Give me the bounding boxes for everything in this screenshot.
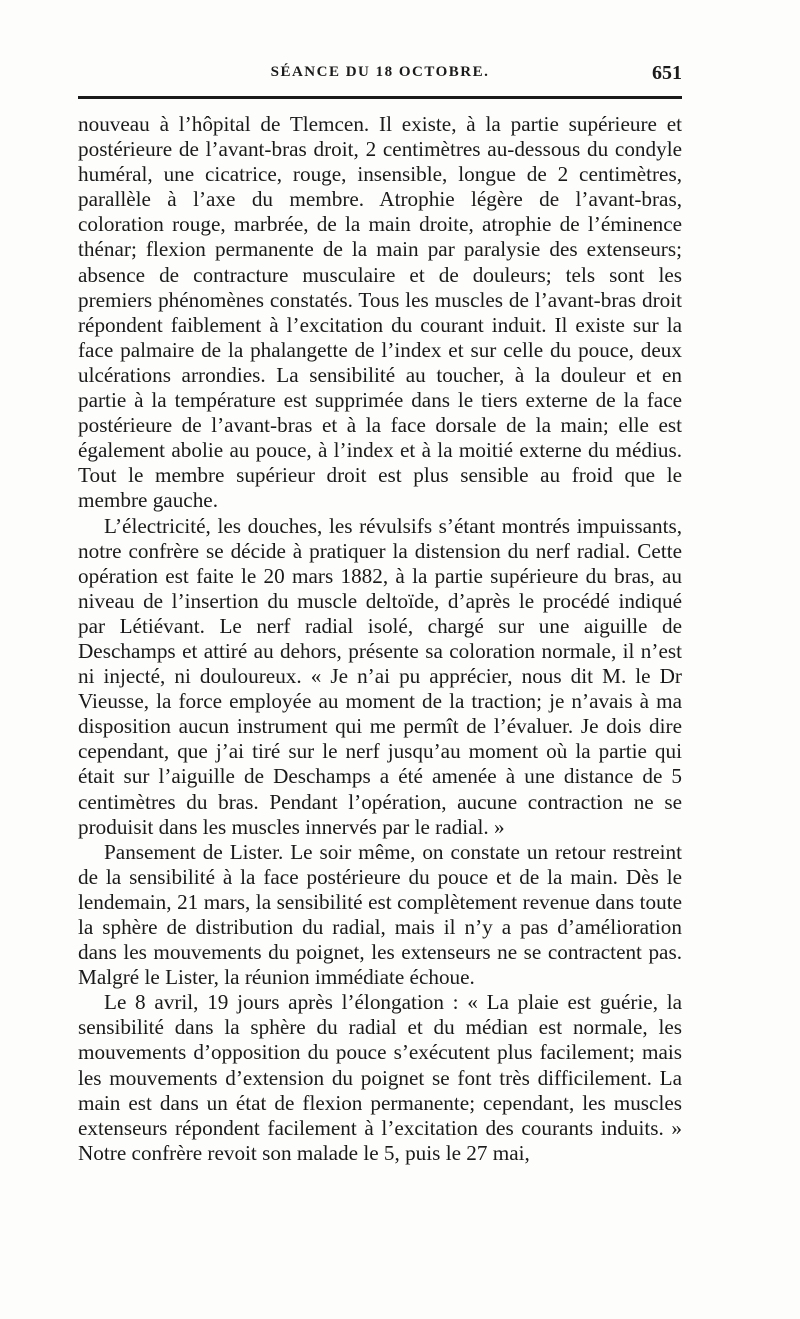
header-rule	[78, 96, 682, 99]
paragraph: Le 8 avril, 19 jours après l’élongation : « La plaie est guérie, la sensibilité dans la sphère du radial et du médian est normale, les mouvements d’opposition du pouce s’exécutent plus facilement; mais les mouvements d’extension du poignet se font très difficilement. La main est dans un état de flexion permanente; cependant, les muscles extenseurs répondent facilement à l’excitation des courants induits. » Notre confrère revoit son malade le 5, puis le 27 mai,	[78, 990, 682, 1165]
running-head: SÉANCE DU 18 OCTOBRE.	[270, 64, 490, 80]
paragraph: Pansement de Lister. Le soir même, on constate un retour restreint de la sensibilité à la face postérieure du pouce et de la main. Dès le lendemain, 21 mars, la sensibilité est complètement revenue dans toute la sphère de distribution du radial, mais il n’y a pas d’amélioration dans les mouvements du poignet, les extenseurs ne se contractent pas. Malgré le Lister, la réunion immédiate échoue.	[78, 839, 682, 990]
page-header	[78, 64, 682, 90]
body-text	[78, 112, 682, 1166]
page-number: 651	[652, 62, 682, 84]
paragraph: L’électricité, les douches, les révulsifs s’étant montrés impuissants, notre confrère se décide à pratiquer la distension du nerf radial. Cette opération est faite le 20 mars 1882, à la partie supérieure du bras, au niveau de l’insertion du muscle deltoïde, d’après le procédé indiqué par Létiévant. Le nerf radial isolé, chargé sur une aiguille de Deschamps et attiré au dehors, présente sa coloration normale, il n’est ni injecté, ni douloureux. « Je n’ai pu apprécier, nous dit M. le Dr Vieusse, la force employée au moment de la traction; je n’avais à ma disposition aucun instrument qui me permît de l’évaluer. Je dois dire cependant, que j’ai tiré sur le nerf jusqu’au moment où la partie qui était sur l’aiguille de Deschamps a été amenée à une distance de 5 centimètres du bras. Pendant l’opération, aucune contraction ne se produisit dans les muscles innervés par le radial. »	[78, 513, 682, 839]
paragraph-continued: nouveau à l’hôpital de Tlemcen. Il existe, à la partie supérieure et postérieure de l’avant-bras droit, 2 centimètres au-dessous du condyle huméral, une cicatrice, rouge, insensible, longue de 2 centimètres, parallèle à l’axe du membre. Atrophie légère de l’avant-bras, coloration rouge, marbrée, de la main droite, atrophie de l’éminence thénar; flexion permanente de la main par paralysie des extenseurs; absence de contracture musculaire et de douleurs; tels sont les premiers phénomènes constatés. Tous les muscles de l’avant-bras droit répondent faiblement à l’excitation du courant induit. Il existe sur la face palmaire de la phalangette de l’index et sur celle du pouce, deux ulcérations arrondies. La sensibilité au toucher, à la douleur et en partie à la température est supprimée dans le tiers externe de la face postérieure de l’avant-bras et à la face dorsale de la main; elle est également abolie au pouce, à l’index et à la moitié externe du médius. Tout le membre supérieur droit est plus sensible au froid que le membre gauche.	[78, 112, 682, 513]
